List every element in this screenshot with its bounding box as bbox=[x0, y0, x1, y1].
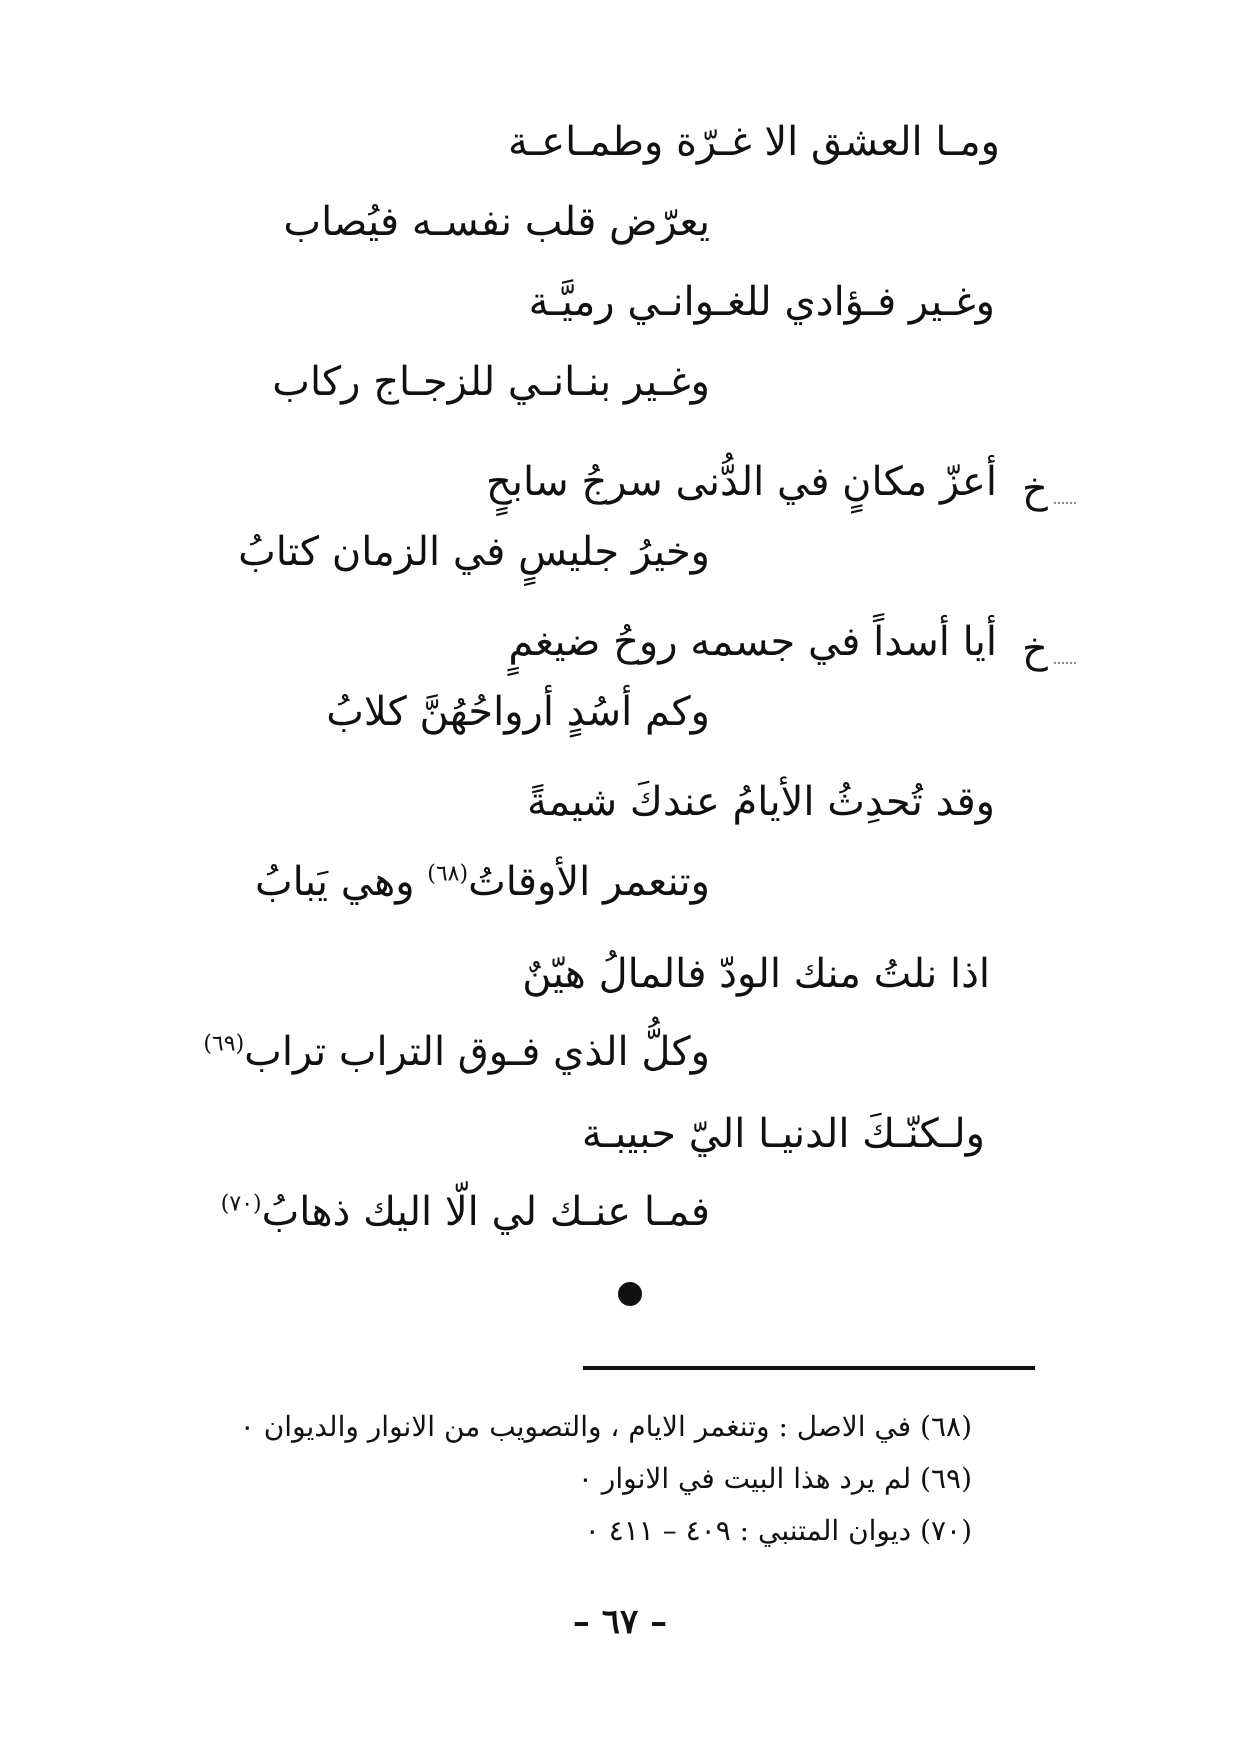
verse-6: وخيرُ جليسٍ في الزمان كتابُ bbox=[238, 529, 710, 575]
verse-4: وغـير بنـانـي للزجـاج ركاب bbox=[272, 359, 710, 405]
verse-2: يعرّض قلب نفسـه فيُصاب bbox=[283, 199, 710, 245]
verse-7: أيا أسداً في جسمه روحُ ضيغمٍ bbox=[508, 619, 997, 665]
verse-5: أعزّ مكانٍ في الدُّنى سرجُ سابحٍ bbox=[486, 459, 997, 505]
verse-13: ولـكنّـكَ الدنيـا اليّ حبيبـة bbox=[581, 1111, 985, 1157]
footnote-ref-68[interactable]: (٦٨) bbox=[427, 861, 469, 887]
verse-8: وكم أسُدٍ أرواحُهُنَّ كلابُ bbox=[326, 689, 710, 735]
footnote-69: (٦٩) لم يرد هذا البيت في الانوار ٠ bbox=[577, 1462, 972, 1495]
verse-10 bbox=[255, 858, 710, 906]
section-end-bullet bbox=[618, 1282, 642, 1306]
footnote-68: (٦٨) في الاصل : وتنغمر الايام ، والتصويب من الانوار والديوان ٠ bbox=[239, 1410, 972, 1443]
verse-11: اذا نلتُ منك الودّ فالمالُ هيّنٌ bbox=[522, 951, 990, 997]
verse-10-part-1: وتنعمر الأوقاتُ bbox=[468, 859, 710, 905]
verse-3: وغـير فـؤادي للغـوانـي رميَّـة bbox=[528, 279, 995, 325]
verse-14 bbox=[221, 1188, 710, 1236]
verse-14-text: فمـا عنـك لي الّا اليك ذهابُ bbox=[261, 1189, 710, 1235]
verse-9: وقد تُحدِثُ الأيامُ عندكَ شيمةً bbox=[527, 779, 995, 825]
verse-12-text: وكلُّ الذي فـوق التراب تراب bbox=[244, 1029, 710, 1075]
verse-marker: خ bbox=[1022, 466, 1048, 512]
verse-marker: خ bbox=[1022, 626, 1048, 672]
page-number: – ٦٧ – bbox=[572, 1602, 668, 1642]
verse-1: ومـا العشق الا غـرّة وطمـاعـة bbox=[508, 119, 1000, 165]
verse-10-part-2: وهي يَبابُ bbox=[255, 859, 428, 905]
footnote-70: (٧٠) ديوان المتنبي : ٤٠٩ – ٤١١ ٠ bbox=[584, 1514, 972, 1547]
footnote-ref-69[interactable]: (٦٩) bbox=[203, 1031, 245, 1057]
footnote-ref-70[interactable]: (٧٠) bbox=[220, 1191, 262, 1217]
verse-12 bbox=[203, 1028, 710, 1076]
footnote-separator-rule bbox=[583, 1366, 1035, 1370]
